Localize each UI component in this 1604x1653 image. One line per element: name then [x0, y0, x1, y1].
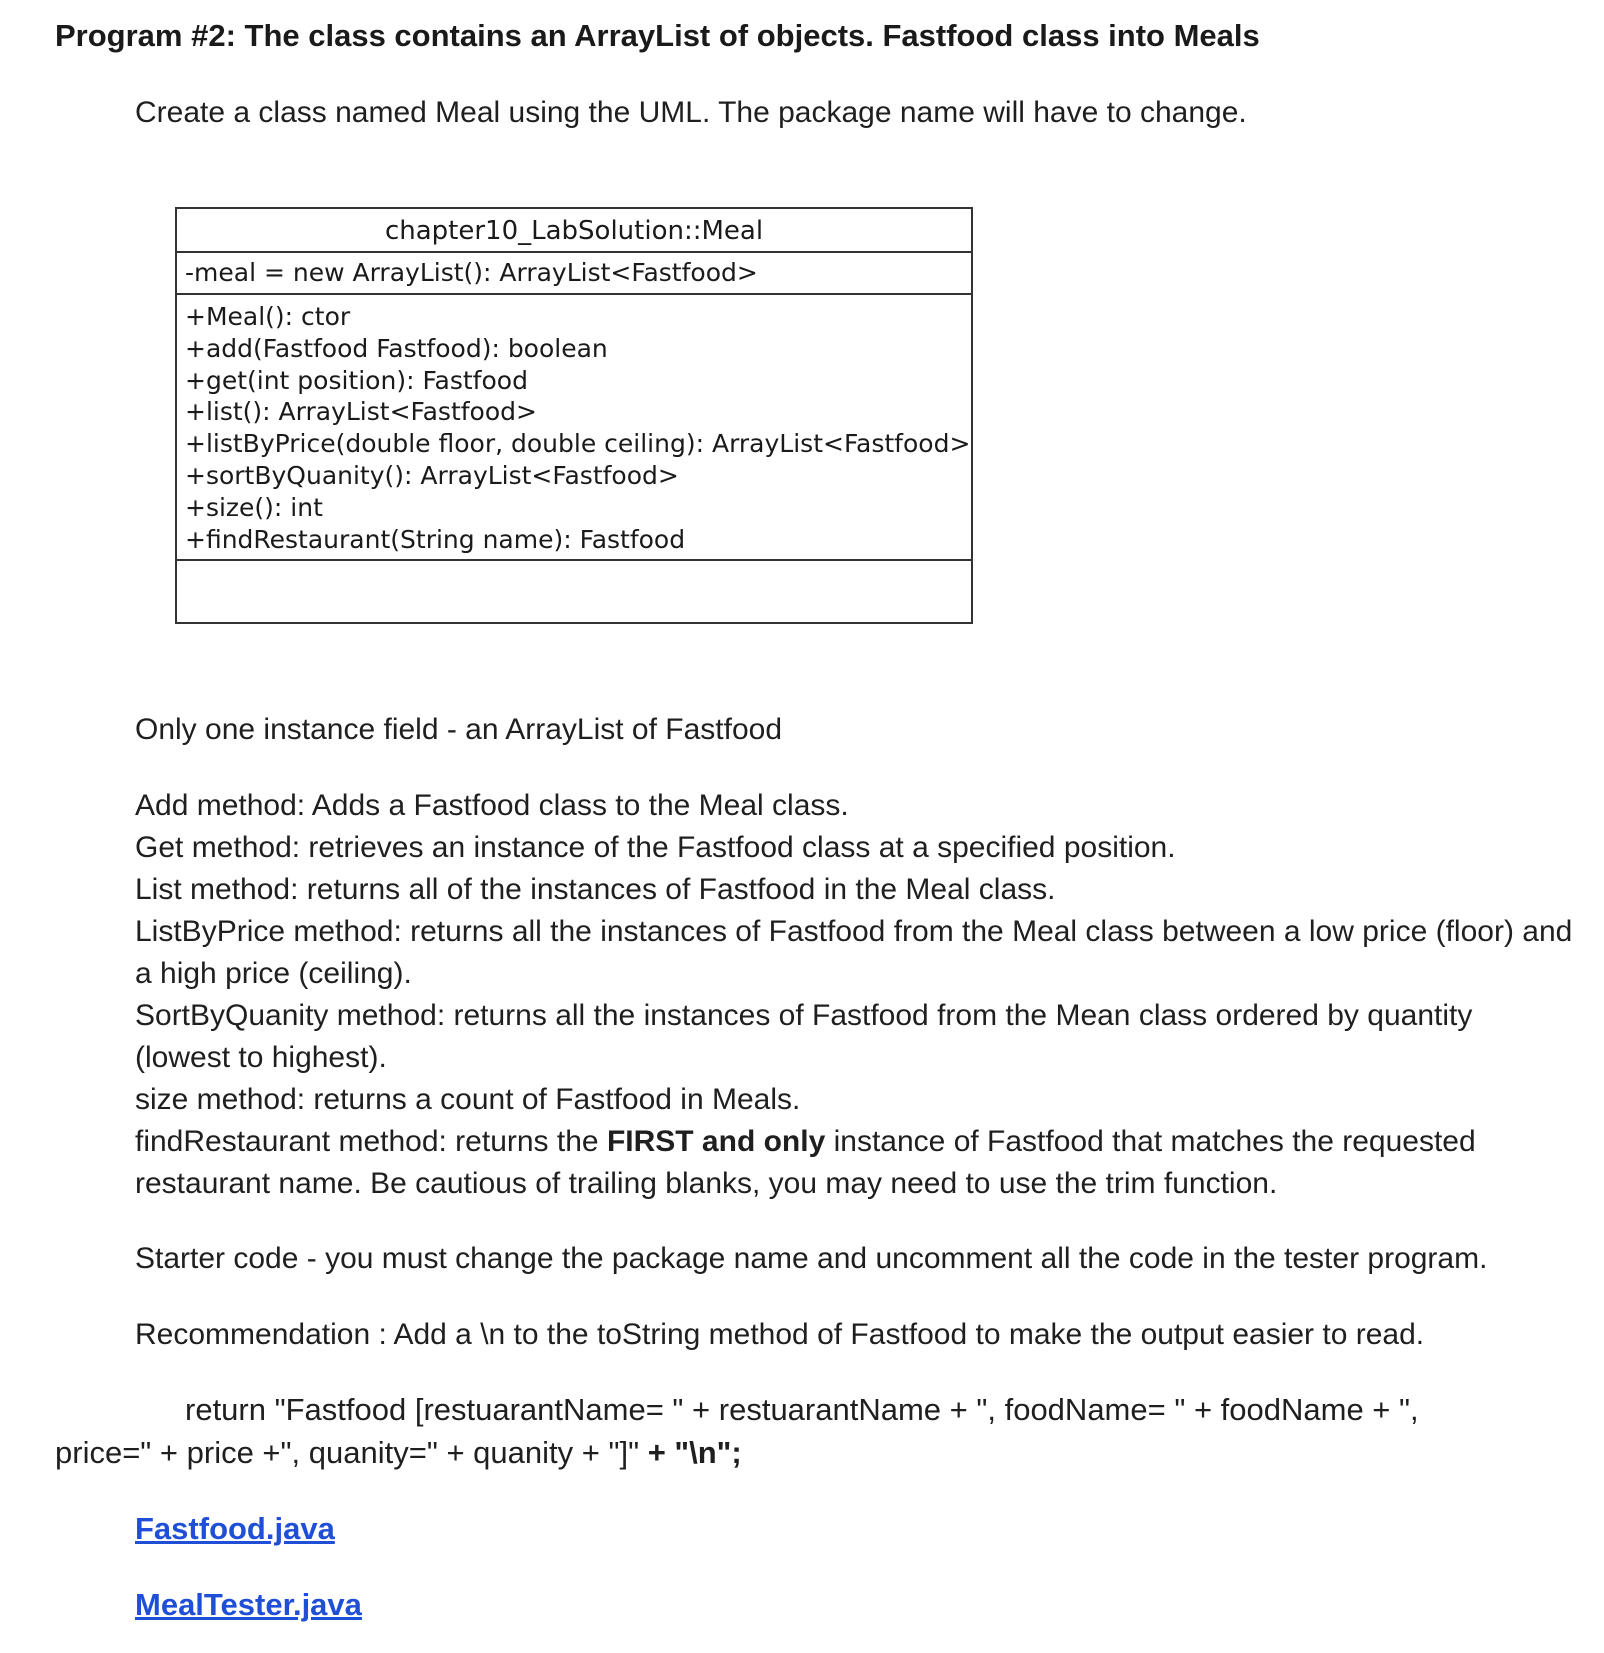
uml-operations: [177, 295, 971, 561]
add-method-desc: Add method: Adds a Fastfood class to the Meal class.: [135, 789, 849, 822]
fastfood-java-link[interactable]: Fastfood.java: [135, 1511, 335, 1546]
tostring-code-line-2: [55, 1432, 742, 1474]
mealtester-java-link[interactable]: MealTester.java: [135, 1587, 362, 1622]
uml-operation: +Meal(): ctor: [185, 302, 351, 331]
uml-empty-compartment: [177, 561, 971, 622]
sortbyquanity-method-desc: SortByQuanity method: returns all the instances of Fastfood from the Mean class ordered by quantity (lowest to highest).: [135, 999, 1473, 1074]
size-method-desc: size method: returns a count of Fastfood in Meals.: [135, 1083, 801, 1116]
field-note: Only one instance field - an ArrayList of Fastfood: [135, 713, 783, 746]
findrestaurant-desc-start: findRestaurant method: returns the: [135, 1125, 607, 1158]
uml-class-name: chapter10_LabSolution::Meal: [177, 209, 971, 253]
findrestaurant-method-desc: [135, 1121, 1575, 1205]
uml-operation: +findRestaurant(String name): Fastfood: [185, 524, 686, 554]
get-method-desc: Get method: retrieves an instance of the Fastfood class at a specified position.: [135, 831, 1176, 864]
uml-operation: +size(): int: [185, 492, 323, 522]
uml-operation: +add(Fastfood Fastfood): boolean: [185, 333, 608, 363]
findrestaurant-emphasis: FIRST and only: [606, 1125, 826, 1158]
recommendation-note: Recommendation : Add a \n to the toString method of Fastfood to make the output easier to read.: [135, 1318, 1425, 1351]
list-method-desc: List method: returns all of the instances of Fastfood in the Meal class.: [135, 873, 1056, 906]
findrestaurant-desc-end: instance of Fastfood that matches the requested restaurant name. Be cautious of trailing blanks, you may need to use the trim function.: [135, 1125, 1476, 1200]
uml-operation: +listByPrice(double floor, double ceiling): ArrayList<Fastfood>: [185, 429, 971, 459]
code-line-2-bold: + "\n";: [639, 1435, 742, 1470]
tostring-code-line-1: return "Fastfood [restuarantName= " + restuarantName + ", foodName= " + foodName + ",: [185, 1392, 1419, 1427]
method-descriptions: [135, 785, 1575, 1205]
code-line-2-plain: price=" + price +", quanity=" + quanity + "]": [55, 1435, 640, 1470]
uml-operation: +sortByQuanity(): ArrayList<Fastfood>: [185, 460, 679, 490]
listbyprice-method-desc: ListByPrice method: returns all the instances of Fastfood from the Meal class between a low price (floor) and a high price (ceiling).: [135, 915, 1573, 990]
uml-attribute: -meal = new ArrayList(): ArrayList<Fastfood>: [177, 253, 971, 295]
uml-class-diagram: [175, 207, 973, 624]
starter-note: Starter code - you must change the package name and uncomment all the code in the tester program.: [135, 1242, 1488, 1275]
assignment-heading: Program #2: The class contains an ArrayList of objects. Fastfood class into Meals: [55, 18, 1260, 53]
uml-operation: +get(int position): Fastfood: [185, 365, 528, 395]
intro-text: Create a class named Meal using the UML. The package name will have to change.: [135, 96, 1247, 129]
uml-operation: +list(): ArrayList<Fastfood>: [185, 397, 537, 427]
